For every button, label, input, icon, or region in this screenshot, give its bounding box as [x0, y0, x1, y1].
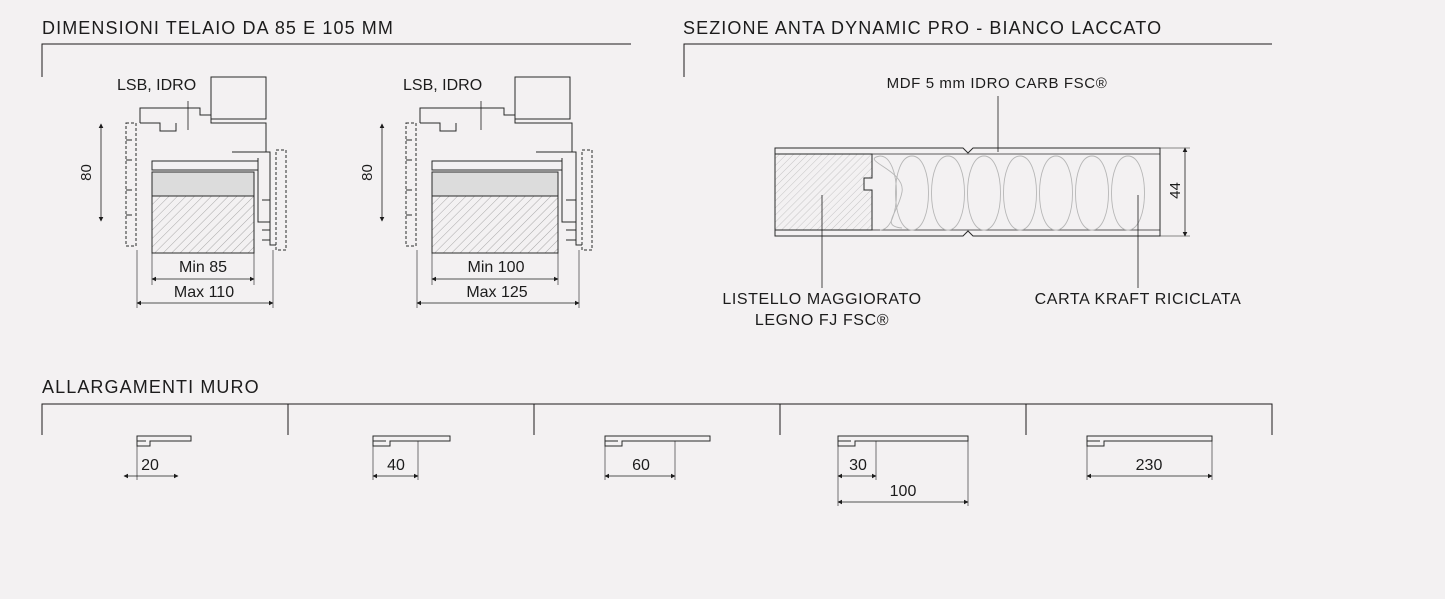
door-leaf-section: [775, 148, 1160, 236]
extension-profile-40: [373, 436, 450, 446]
extension-dim-label: 230: [1135, 457, 1163, 474]
thickness-dim-label: 44: [1166, 182, 1184, 199]
callout-label-right: LSB, IDRO: [403, 77, 483, 94]
extension-total-dim-label: 100: [889, 483, 917, 500]
max-dim-label-left: Max 110: [173, 284, 235, 301]
frame-drawing-right: [406, 77, 592, 253]
height-dim-label-left: 80: [77, 164, 95, 181]
kraft-callout-label: CARTA KRAFT RICICLATA: [1034, 291, 1242, 308]
extension-profile-230: [1087, 436, 1212, 446]
listello-callout-label-line1: LISTELLO MAGGIORATO: [722, 291, 922, 308]
height-dim-label-right: 80: [358, 164, 376, 181]
frame-section-title: DIMENSIONI TELAIO DA 85 E 105 MM: [42, 18, 394, 38]
min-dim-label-right: Min 100: [467, 259, 525, 276]
frame-drawing-left: [126, 77, 286, 253]
door-section-rule: [684, 44, 1272, 77]
frame-section-rule: [42, 44, 631, 77]
wall-extensions-rule: [42, 404, 1272, 435]
wall-extensions-title: ALLARGAMENTI MURO: [42, 377, 260, 397]
extension-dim-label: 30: [849, 457, 867, 474]
extension-dim-label: 20: [141, 457, 159, 474]
listello-callout-label-line2: LEGNO FJ FSC®: [754, 312, 890, 329]
max-dim-label-right: Max 125: [466, 284, 528, 301]
mdf-callout-label: MDF 5 mm IDRO CARB FSC®: [886, 75, 1108, 92]
door-section-title: SEZIONE ANTA DYNAMIC PRO - BIANCO LACCATO: [683, 18, 1163, 38]
callout-label-left: LSB, IDRO: [117, 77, 197, 94]
extension-dim-label: 40: [387, 457, 405, 474]
extension-profile-100: [838, 436, 968, 446]
min-dim-label-left: Min 85: [178, 259, 228, 276]
extension-profile-60: [605, 436, 710, 446]
extension-dim-label: 60: [632, 457, 650, 474]
extension-profile-20: [137, 436, 191, 446]
